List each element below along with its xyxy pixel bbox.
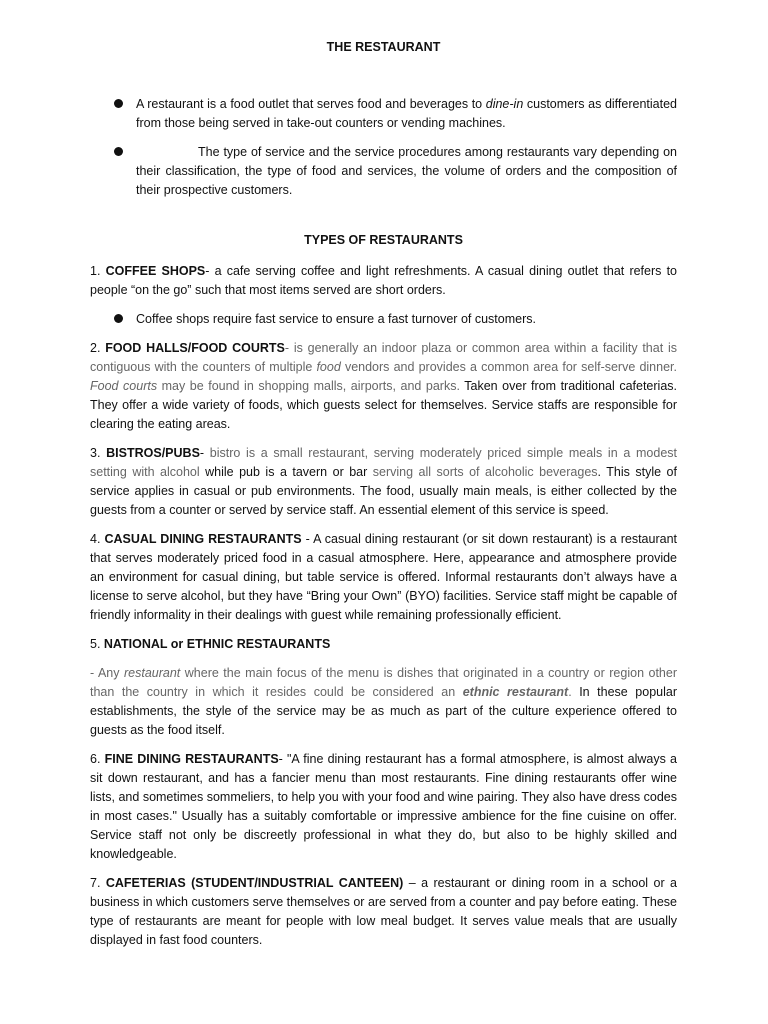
section-casual-dining: 4. CASUAL DINING RESTAURANTS - A casual dining restaurant (or sit down restaurant) is a restaurant that serves moderately priced food in a casual atmosphere. Here, appearance and atmosphere provide an environment for casual dining, but table service is offered. Informal restaurants don’t always have a license to serve alcohol, but they have “Bring your Own” (BYO) facilities. Service staff might be capable of friendly informality in their dealings with guest while remaining professionally efficient. bbox=[90, 532, 677, 622]
section-bistros-pubs: 3. BISTROS/PUBS- bistro is a small restaurant, serving moderately priced simple meals in a modest setting with alcohol while pub is a tavern or bar serving all sorts of alcoholic beverages. This style of service applies in casual or pub environments. The food, usually main meals, is either collected by the guests from a counter or served by service staff. An essential element of this service is speed. bbox=[90, 446, 677, 517]
section-fine-dining: 6. FINE DINING RESTAURANTS- "A fine dining restaurant has a formal atmosphere, is almost always a sit down restaurant, and has a fancier menu than most restaurants. Fine dining restaurants offer wine lists, and sometimes sommeliers, to help you with your food and wine pairing. They also have dress codes in most cases." Usually has a suitably comfortable or impressive ambience for the fine cuisine on offer. Service staff not only be discreetly professional in what they do, but also to be highly skilled and knowledgeable. bbox=[90, 752, 677, 861]
document-title: THE RESTAURANT bbox=[326, 40, 441, 54]
bullet-dot-icon bbox=[114, 147, 123, 156]
coffee-shop-bullet: Coffee shops require fast service to ensure a fast turnover of customers. bbox=[90, 310, 677, 329]
types-heading: TYPES OF RESTAURANTS bbox=[304, 233, 463, 247]
bullet-dot-icon bbox=[114, 314, 123, 323]
bullet-dot-icon bbox=[114, 99, 123, 108]
section-ethnic-heading: 5. NATIONAL or ETHNIC RESTAURANTS bbox=[90, 637, 331, 651]
section-cafeterias: 7. CAFETERIAS (STUDENT/INDUSTRIAL CANTEEN) – a restaurant or dining room in a school or a business in which customers serve themselves or are served from a counter and pay before eating. These type of restaurants are meant for people with low meal budget. It serves value meals that are usually displayed in fast food counters. bbox=[90, 876, 678, 947]
section-ethnic-body: - Any restaurant where the main focus of the menu is dishes that originated in a country or region other than the country in which it resides could be considered an ethnic restaurant. In these popular establishments, the style of the service may be as much as part of the culture experience offered to guests as the food itself. bbox=[90, 666, 677, 737]
intro-bullet-2: The type of service and the service procedures among restaurants vary depending on their classification, the type of food and services, the volume of orders and the composition of their prospective customers. bbox=[90, 143, 677, 200]
section-food-courts: 2. FOOD HALLS/FOOD COURTS- is generally an indoor plaza or common area within a facility that is contiguous with the counters of multiple food vendors and provides a common area for self-serve dinner. Food courts may be found in shopping malls, airports, and parks. Taken over from traditional cafeterias. They offer a wide variety of foods, which guests select for themselves. Service staffs are responsible for clearing the eating areas. bbox=[90, 341, 677, 431]
intro-bullet-1: A restaurant is a food outlet that serves food and beverages to dine-in customers as differentiated from those being served in take-out counters or vending machines. bbox=[90, 95, 677, 133]
document-page bbox=[90, 38, 677, 960]
coffee-shop-bullets bbox=[90, 310, 677, 329]
section-coffee-shops: 1. COFFEE SHOPS- a cafe serving coffee and light refreshments. A casual dining outlet that refers to people “on the go” such that most items served are short orders. bbox=[90, 264, 677, 297]
intro-bullets bbox=[90, 95, 677, 200]
